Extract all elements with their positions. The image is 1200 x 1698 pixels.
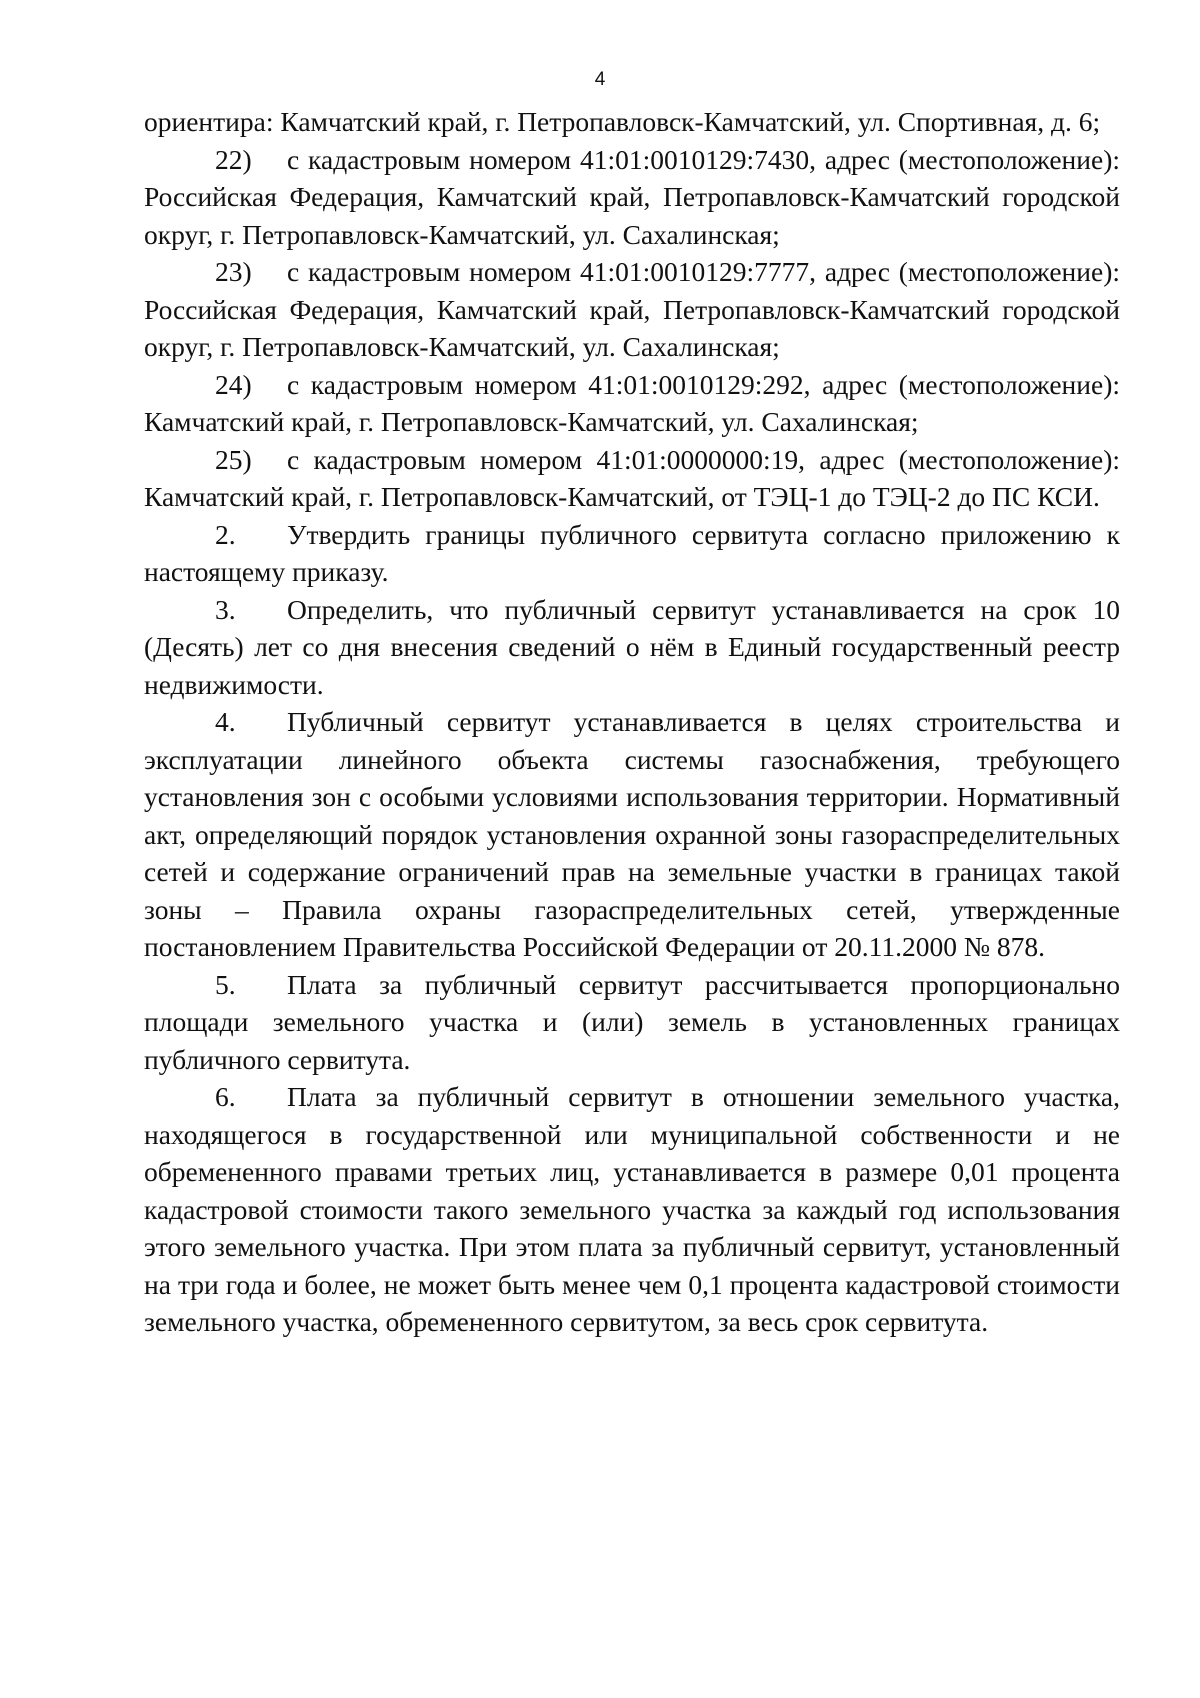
list-item-24 (144, 366, 1120, 441)
clause-4 (144, 703, 1120, 966)
clause-number: 5. (215, 968, 236, 1000)
paragraph-address-continuation (144, 103, 1120, 141)
item-number: 24) (215, 368, 252, 400)
paragraph-text: ориентира: Камчатский край, г. Петропавловск-Камчатский, ул. Спортивная, д. 6; (144, 106, 1101, 137)
paragraph-text: с кадастровым номером 41:01:0010129:7430, адрес (местоположение): Российская Федерация, Камчатский край, Петропавловск-Камчатский городской округ, г. Петропавловск-Камчатский, ул. Сахалинская; (144, 143, 1120, 250)
paragraph-text: Утвердить границы публичного сервитута согласно приложению к настоящему приказу. (144, 518, 1120, 587)
list-item-25 (144, 441, 1120, 516)
paragraph-text: с кадастровым номером 41:01:0010129:7777, адрес (местоположение): Российская Федерация, Камчатский край, Петропавловск-Камчатский городской округ, г. Петропавловск-Камчатский, ул. Сахалинская; (144, 256, 1120, 362)
clause-2 (144, 516, 1120, 591)
item-number: 25) (215, 443, 252, 475)
paragraph-text: Плата за публичный сервитут рассчитывается пропорционально площади земельного участка и (или) земель в установленных границах публичного сервитута. (144, 968, 1120, 1075)
paragraph-text: Определить, что публичный сервитут устанавливается на срок 10 (Десять) лет со дня внесения сведений о нём в Единый государственный реестр недвижимости. (144, 593, 1120, 700)
clause-5 (144, 966, 1120, 1079)
document-body (144, 103, 1120, 1341)
item-number: 23) (215, 256, 252, 287)
clause-6 (144, 1078, 1120, 1341)
clause-number: 6. (215, 1081, 236, 1112)
paragraph-text: Публичный сервитут устанавливается в целях строительства и эксплуатации линейного объекта системы газоснабжения, требующего установления зон с особыми условиями использования территории. Нормативный акт, определяющий порядок установления охранной зоны газораспределительных сетей и содержание ограничений прав на земельные участки в границах такой зоны – Правила охраны газораспределительных сетей, утвержденные постановлением Правительства Российской Федерации от 20.11.2000 № 878. (144, 706, 1120, 962)
item-number: 22) (215, 143, 252, 175)
paragraph-text: с кадастровым номером 41:01:0000000:19, адрес (местоположение): Камчатский край, г. Петропавловск-Камчатский, от ТЭЦ-1 до ТЭЦ-2 до ПС КСИ. (144, 443, 1120, 512)
list-item-22 (144, 141, 1120, 254)
clause-number: 2. (215, 518, 236, 550)
clause-number: 3. (215, 593, 236, 625)
clause-number: 4. (215, 706, 236, 737)
paragraph-text: с кадастровым номером 41:01:0010129:292, адрес (местоположение): Камчатский край, г. Петропавловск-Камчатский, ул. Сахалинская; (144, 368, 1120, 437)
page-number: 4 (594, 69, 606, 90)
paragraph-text: Плата за публичный сервитут в отношении земельного участка, находящегося в государственной или муниципальной собственности и не обремененного правами третьих лиц, устанавливается в размере 0,01 процента кадастровой стоимости такого земельного участка за каждый год использования этого земельного участка. При этом плата за публичный сервитут, установленный на три года и более, не может быть менее чем 0,1 процента кадастровой стоимости земельного участка, обремененного сервитутом, за весь срок сервитута. (144, 1081, 1120, 1337)
clause-3 (144, 591, 1120, 704)
list-item-23 (144, 253, 1120, 366)
